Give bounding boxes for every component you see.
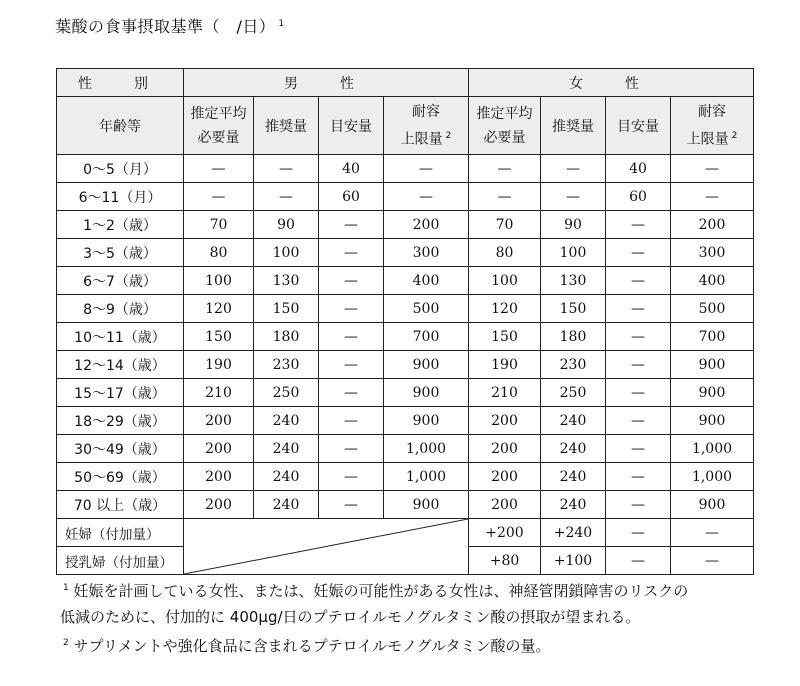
female-ul-cell: 500 [671, 295, 754, 323]
female-ear-cell: — [469, 155, 541, 183]
female-rda-cell: 240 [541, 491, 606, 519]
age-cell: 0～5（月） [57, 155, 184, 183]
female-ul-cell: 900 [671, 407, 754, 435]
female-ul-cell: — [671, 155, 754, 183]
female-ul-header: 耐容 上限量 $^2$ [671, 97, 754, 155]
table-row [57, 491, 754, 519]
female-ear-cell: 150 [469, 323, 541, 351]
footnote-1 [60, 575, 688, 604]
female-ai-cell: — [606, 211, 671, 239]
female-ul-cell: 900 [671, 379, 754, 407]
female-ai-cell: — [606, 267, 671, 295]
female-rda-cell: 130 [541, 267, 606, 295]
male-ai-cell: — [319, 351, 384, 379]
male-ul-cell: 900 [384, 351, 469, 379]
male-rda-cell: — [254, 155, 319, 183]
table-row [57, 155, 754, 183]
female-ear-cell: 190 [469, 351, 541, 379]
page-title [55, 14, 285, 37]
female-ai-cell: — [606, 323, 671, 351]
female-ul-cell: 1,000 [671, 435, 754, 463]
male-rda-cell: 90 [254, 211, 319, 239]
female-rda-cell: — [541, 183, 606, 211]
male-ai-cell: — [319, 407, 384, 435]
male-ear-cell: 200 [184, 407, 254, 435]
male-ear-cell: 190 [184, 351, 254, 379]
table-row [57, 463, 754, 491]
female-ear-cell: 200 [469, 463, 541, 491]
age-cell: 30～49（歳） [57, 435, 184, 463]
table-row [57, 435, 754, 463]
female-rda-cell: 240 [541, 407, 606, 435]
male-ear-cell: 120 [184, 295, 254, 323]
male-rda-cell: — [254, 183, 319, 211]
male-rda-cell: 180 [254, 323, 319, 351]
female-rda-cell: 150 [541, 295, 606, 323]
age-cell: 18～29（歳） [57, 407, 184, 435]
male-ul-cell: — [384, 155, 469, 183]
female-ai-header: 目安量 [606, 97, 671, 155]
male-ai-cell: 40 [319, 155, 384, 183]
male-header: 男 性 [184, 69, 469, 97]
male-ear-cell: 150 [184, 323, 254, 351]
female-rda-cell: 240 [541, 435, 606, 463]
female-rda-header: 推奨量 [541, 97, 606, 155]
male-ul-cell: 900 [384, 407, 469, 435]
female-ul-cell: 1,000 [671, 463, 754, 491]
male-ul-cell: 900 [384, 379, 469, 407]
male-ear-cell: 210 [184, 379, 254, 407]
age-cell: 授乳婦（付加量） [57, 547, 184, 575]
female-ear-cell: 120 [469, 295, 541, 323]
age-cell: 妊婦（付加量） [57, 519, 184, 547]
male-ear-cell: 200 [184, 435, 254, 463]
female-ul-cell: 900 [671, 351, 754, 379]
footnote-text: サプリメントや強化食品に含まれるプテロイルモノグルタミン酸の量。 [73, 637, 551, 655]
footnote-text: 低減のために、付加的に 400μg/日のプテロイルモノグルタミン酸の摂取が望まれる。 [60, 608, 641, 626]
female-rda-cell: 180 [541, 323, 606, 351]
male-ul-cell: 1,000 [384, 463, 469, 491]
female-ai-cell: — [606, 435, 671, 463]
male-ai-cell: — [319, 267, 384, 295]
female-rda-cell: +240 [541, 519, 606, 547]
footnote-2 [60, 630, 688, 659]
male-ear-cell: 200 [184, 491, 254, 519]
female-ul-cell: — [671, 183, 754, 211]
male-ai-cell: — [319, 435, 384, 463]
table-row [57, 183, 754, 211]
male-rda-cell: 240 [254, 463, 319, 491]
age-cell: 3～5（歳） [57, 239, 184, 267]
age-cell: 15～17（歳） [57, 379, 184, 407]
female-ai-cell: — [606, 407, 671, 435]
female-rda-cell: — [541, 155, 606, 183]
female-rda-cell: 250 [541, 379, 606, 407]
female-ai-cell: — [606, 519, 671, 547]
female-ear-header: 推定平均 必要量 [469, 97, 541, 155]
male-ul-cell: 700 [384, 323, 469, 351]
age-cell: 70 以上（歳） [57, 491, 184, 519]
male-rda-cell: 230 [254, 351, 319, 379]
female-ear-cell: 70 [469, 211, 541, 239]
table-row [57, 323, 754, 351]
female-rda-cell: 100 [541, 239, 606, 267]
female-ear-cell: 200 [469, 435, 541, 463]
male-ai-cell: 60 [319, 183, 384, 211]
male-ear-cell: 200 [184, 463, 254, 491]
female-rda-cell: 90 [541, 211, 606, 239]
diagonal-line [184, 519, 468, 574]
female-rda-cell: 230 [541, 351, 606, 379]
male-ai-cell: — [319, 491, 384, 519]
male-ear-cell: 80 [184, 239, 254, 267]
male-ear-cell: 70 [184, 211, 254, 239]
table-row [57, 295, 754, 323]
male-rda-cell: 240 [254, 435, 319, 463]
footnote-mark: 1 [63, 583, 69, 593]
male-ear-header: 推定平均 必要量 [184, 97, 254, 155]
female-ul-cell: 300 [671, 239, 754, 267]
age-cell: 6～11（月） [57, 183, 184, 211]
female-ai-cell: — [606, 491, 671, 519]
female-ear-cell: 200 [469, 491, 541, 519]
female-ai-cell: — [606, 295, 671, 323]
female-ai-cell: — [606, 547, 671, 575]
female-ai-cell: — [606, 379, 671, 407]
female-ear-cell: 80 [469, 239, 541, 267]
table-row [57, 351, 754, 379]
table-row [57, 211, 754, 239]
male-ul-cell: 400 [384, 267, 469, 295]
sex-header: 性 別 [57, 69, 184, 97]
male-ul-cell: 1,000 [384, 435, 469, 463]
male-rda-cell: 100 [254, 239, 319, 267]
male-rda-cell: 130 [254, 267, 319, 295]
female-ai-cell: — [606, 239, 671, 267]
male-ai-cell: — [319, 295, 384, 323]
female-rda-cell: +100 [541, 547, 606, 575]
title-footnote-ref: 1 [278, 18, 285, 29]
table-row-pregnant [57, 519, 754, 547]
female-ear-cell: 210 [469, 379, 541, 407]
female-ai-cell: 40 [606, 155, 671, 183]
age-cell: 1～2（歳） [57, 211, 184, 239]
male-ai-header: 目安量 [319, 97, 384, 155]
folate-intake-table [56, 68, 754, 575]
female-ear-cell: — [469, 183, 541, 211]
age-cell: 8～9（歳） [57, 295, 184, 323]
female-ear-cell: +200 [469, 519, 541, 547]
male-ai-cell: — [319, 323, 384, 351]
age-cell: 50～69（歳） [57, 463, 184, 491]
footnote-1-cont [60, 604, 688, 630]
age-cell: 10～11（歳） [57, 323, 184, 351]
title-text: 葉酸の食事摂取基準（ /日） [55, 17, 276, 36]
male-ear-cell: 100 [184, 267, 254, 295]
female-ul-cell: — [671, 547, 754, 575]
header-row-sex [57, 69, 754, 97]
footnote-text: 妊娠を計画している女性、または、妊娠の可能性がある女性は、神経管閉鎖障害のリスクの [73, 582, 689, 600]
male-rda-cell: 250 [254, 379, 319, 407]
table-row [57, 379, 754, 407]
female-ai-cell: — [606, 463, 671, 491]
male-ul-cell: 200 [384, 211, 469, 239]
male-rda-cell: 150 [254, 295, 319, 323]
table-row [57, 407, 754, 435]
male-ul-header: 耐容 上限量 $^2$ [384, 97, 469, 155]
male-ai-cell: — [319, 463, 384, 491]
not-applicable-diagonal [184, 519, 469, 575]
female-ai-cell: 60 [606, 183, 671, 211]
age-header: 年齢等 [57, 97, 184, 155]
female-ai-cell: — [606, 351, 671, 379]
male-ai-cell: — [319, 211, 384, 239]
male-rda-cell: 240 [254, 407, 319, 435]
header-row-columns [57, 97, 754, 155]
male-ul-cell: 300 [384, 239, 469, 267]
footnotes [60, 575, 688, 659]
female-ear-cell: +80 [469, 547, 541, 575]
female-header: 女 性 [469, 69, 754, 97]
male-ear-cell: — [184, 183, 254, 211]
female-ul-cell: — [671, 519, 754, 547]
male-ear-cell: — [184, 155, 254, 183]
age-cell: 12～14（歳） [57, 351, 184, 379]
female-ul-cell: 200 [671, 211, 754, 239]
table-row [57, 267, 754, 295]
female-ear-cell: 200 [469, 407, 541, 435]
footnote-mark: 2 [63, 638, 69, 648]
table-row [57, 239, 754, 267]
male-rda-header: 推奨量 [254, 97, 319, 155]
male-ul-cell: 900 [384, 491, 469, 519]
age-cell: 6～7（歳） [57, 267, 184, 295]
male-ai-cell: — [319, 379, 384, 407]
female-ul-cell: 700 [671, 323, 754, 351]
male-ai-cell: — [319, 239, 384, 267]
male-ul-cell: 500 [384, 295, 469, 323]
female-ul-cell: 900 [671, 491, 754, 519]
male-rda-cell: 240 [254, 491, 319, 519]
female-ear-cell: 100 [469, 267, 541, 295]
female-ul-cell: 400 [671, 267, 754, 295]
male-ul-cell: — [384, 183, 469, 211]
female-rda-cell: 240 [541, 463, 606, 491]
